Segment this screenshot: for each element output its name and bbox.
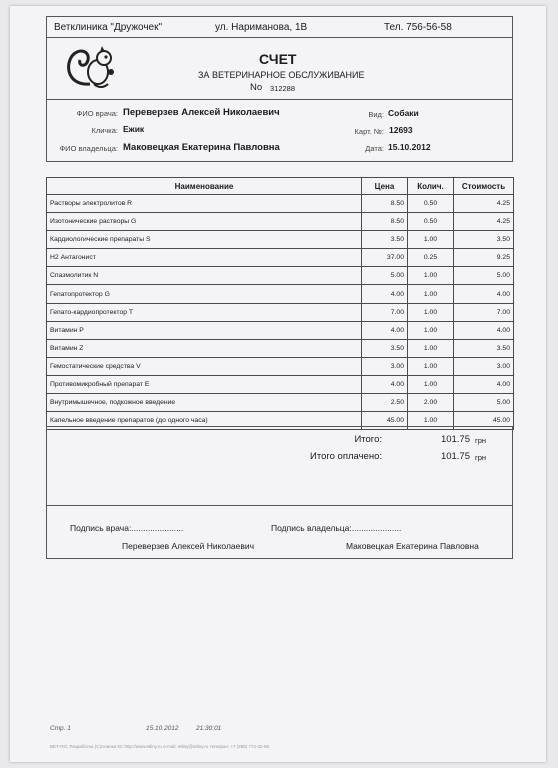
item-price: 4.00 bbox=[362, 321, 408, 339]
invoice-page bbox=[10, 6, 546, 762]
services-table bbox=[46, 177, 514, 430]
item-name: Витамин Z bbox=[47, 339, 362, 357]
paid-label: Итого оплачено: bbox=[310, 451, 382, 462]
item-price: 8.50 bbox=[362, 195, 408, 213]
item-cost: 4.25 bbox=[454, 213, 514, 231]
doctor-label: ФИО врача: bbox=[76, 109, 118, 118]
invoice-number-label: No bbox=[250, 82, 263, 93]
item-qty: 1.00 bbox=[408, 303, 454, 321]
footer-page: Стр. 1 bbox=[50, 725, 71, 732]
item-name: Витамин P bbox=[47, 321, 362, 339]
table-row bbox=[47, 195, 514, 213]
nick-label: Кличка: bbox=[91, 126, 118, 135]
table-row bbox=[47, 213, 514, 231]
item-qty: 1.00 bbox=[408, 339, 454, 357]
species-label: Вид: bbox=[368, 110, 384, 119]
card-label: Карт. №: bbox=[354, 127, 384, 136]
clinic-address: ул. Нариманова, 1В bbox=[215, 22, 308, 33]
clinic-name: Ветклиника "Дружочек" bbox=[54, 22, 163, 33]
doctor-signature-label: Подпись врача:...................... bbox=[70, 523, 184, 533]
date-label: Дата: bbox=[365, 144, 384, 153]
col-header-cost: Стоимость bbox=[454, 178, 514, 195]
table-row bbox=[47, 267, 514, 285]
item-qty: 1.00 bbox=[408, 285, 454, 303]
table-row bbox=[47, 375, 514, 393]
item-cost: 3.50 bbox=[454, 339, 514, 357]
item-qty: 1.00 bbox=[408, 321, 454, 339]
col-header-name: Наименование bbox=[47, 178, 362, 195]
item-name: Гепато-кардиопротектор T bbox=[47, 303, 362, 321]
item-name: Гепатопротектор G bbox=[47, 285, 362, 303]
clinic-phone: Тел. 756-56-58 bbox=[384, 22, 452, 33]
invoice-subtitle: ЗА ВЕТЕРИНАРНОЕ ОБСЛУЖИВАНИЕ bbox=[198, 70, 365, 80]
item-price: 3.00 bbox=[362, 357, 408, 375]
item-qty: 0.50 bbox=[408, 213, 454, 231]
total-label: Итого: bbox=[354, 434, 382, 445]
item-cost: 4.00 bbox=[454, 375, 514, 393]
item-name: Гемостатические средства V bbox=[47, 357, 362, 375]
pet-nick: Ежик bbox=[123, 124, 145, 134]
item-name: Спазмолитик N bbox=[47, 267, 362, 285]
item-price: 3.50 bbox=[362, 231, 408, 249]
item-cost: 5.00 bbox=[454, 394, 514, 412]
item-price: 7.00 bbox=[362, 303, 408, 321]
paid-value: 101.75 bbox=[440, 451, 470, 462]
item-cost: 4.25 bbox=[454, 195, 514, 213]
invoice-date: 15.10.2012 bbox=[388, 142, 431, 152]
item-name: Изотонические растворы G bbox=[47, 213, 362, 231]
item-price: 4.00 bbox=[362, 285, 408, 303]
item-cost: 45.00 bbox=[454, 412, 514, 430]
item-price: 37.00 bbox=[362, 249, 408, 267]
item-qty: 0.25 bbox=[408, 249, 454, 267]
doctor-signature-name: Переверзев Алексей Николаевич bbox=[122, 541, 255, 551]
item-name: Кардиологические препараты S bbox=[47, 231, 362, 249]
item-cost: 4.00 bbox=[454, 321, 514, 339]
table-row bbox=[47, 357, 514, 375]
item-cost: 9.25 bbox=[454, 249, 514, 267]
item-name: Внутримышечное, подкожное введение bbox=[47, 394, 362, 412]
item-price: 8.50 bbox=[362, 213, 408, 231]
footer-date: 15.10.2012 bbox=[146, 725, 179, 732]
table-row bbox=[47, 321, 514, 339]
item-price: 45.00 bbox=[362, 412, 408, 430]
item-qty: 0.50 bbox=[408, 195, 454, 213]
owner-name: Маковецкая Екатерина Павловна bbox=[123, 142, 280, 153]
table-row bbox=[47, 249, 514, 267]
footer-time: 21:30:01 bbox=[196, 725, 222, 732]
item-price: 5.00 bbox=[362, 267, 408, 285]
owner-signature-label: Подпись владельца:..................... bbox=[271, 523, 402, 533]
invoice-title: СЧЕТ bbox=[259, 51, 297, 67]
table-row bbox=[47, 285, 514, 303]
species: Собаки bbox=[388, 108, 419, 118]
total-currency: грн bbox=[475, 436, 487, 445]
card-number: 12693 bbox=[389, 125, 413, 135]
item-qty: 2.00 bbox=[408, 394, 454, 412]
table-row bbox=[47, 339, 514, 357]
table-header-row bbox=[47, 178, 514, 195]
item-name: Противомикробный препарат E bbox=[47, 375, 362, 393]
item-name: Растворы электролитов R bbox=[47, 195, 362, 213]
item-name: H2 Антагонист bbox=[47, 249, 362, 267]
table-row bbox=[47, 394, 514, 412]
invoice-number: 312288 bbox=[270, 84, 296, 93]
paid-currency: грн bbox=[475, 453, 487, 462]
item-qty: 1.00 bbox=[408, 357, 454, 375]
item-price: 4.00 bbox=[362, 375, 408, 393]
col-header-price: Цена bbox=[362, 178, 408, 195]
item-qty: 1.00 bbox=[408, 412, 454, 430]
item-price: 3.50 bbox=[362, 339, 408, 357]
item-cost: 5.00 bbox=[454, 267, 514, 285]
total-value: 101.75 bbox=[440, 434, 470, 445]
col-header-qty: Колич. bbox=[408, 178, 454, 195]
owner-signature-name: Маковецкая Екатерина Павловна bbox=[346, 541, 479, 551]
owner-label: ФИО владельца: bbox=[59, 144, 118, 153]
squirrel-logo-icon bbox=[60, 42, 122, 94]
table-row bbox=[47, 231, 514, 249]
item-price: 2.50 bbox=[362, 394, 408, 412]
table-row bbox=[47, 303, 514, 321]
item-qty: 1.00 bbox=[408, 231, 454, 249]
item-cost: 3.00 bbox=[454, 357, 514, 375]
item-qty: 1.00 bbox=[408, 267, 454, 285]
item-name: Капельное введение препаратов (до одного часа) bbox=[47, 412, 362, 430]
doctor-name: Переверзев Алексей Николаевич bbox=[123, 107, 280, 118]
item-cost: 4.00 bbox=[454, 285, 514, 303]
footer-small-print: ВЕТ-ПО. Разработка (С)Алинка КС http://www.etliny.ru e-mail: etliny@etliny.ru телефон: +7 (495) 772-32-56 bbox=[50, 744, 269, 749]
item-qty: 1.00 bbox=[408, 375, 454, 393]
item-cost: 7.00 bbox=[454, 303, 514, 321]
item-cost: 3.50 bbox=[454, 231, 514, 249]
